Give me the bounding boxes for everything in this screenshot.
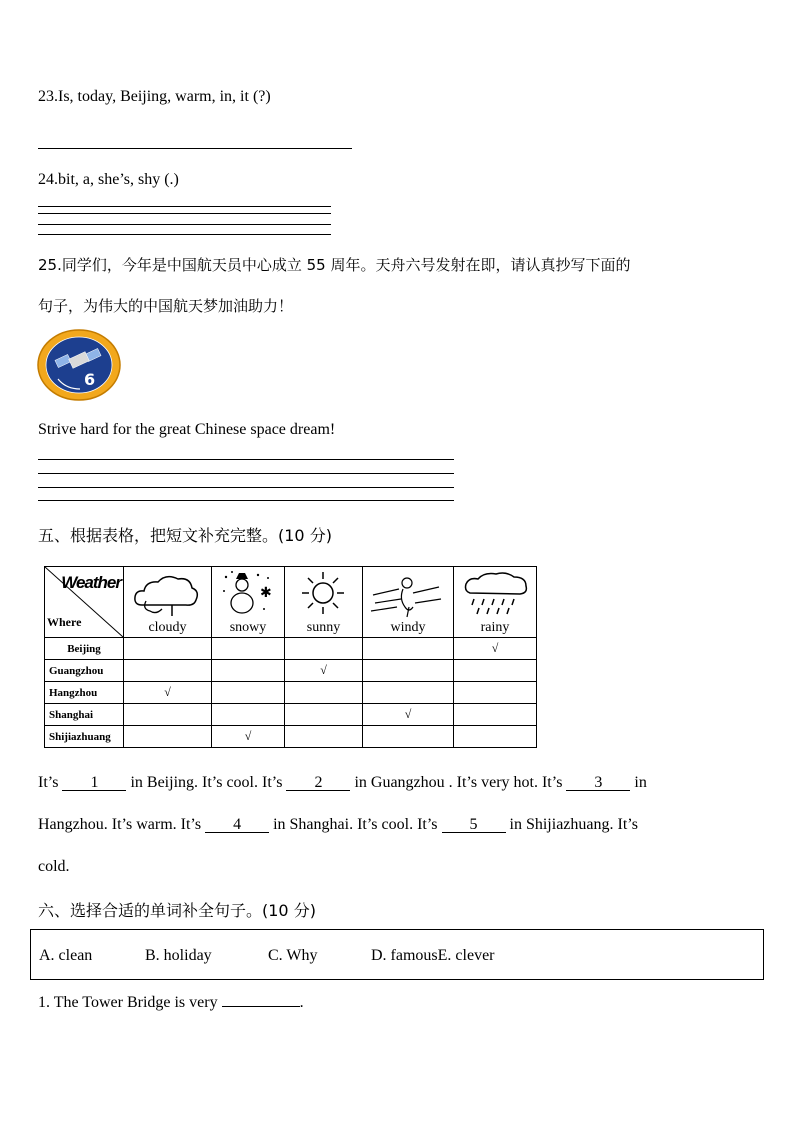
cell-hangzhou-windy — [363, 682, 454, 704]
sun-icon — [291, 569, 355, 617]
cloud-tree-icon — [130, 569, 200, 617]
passage-line-3: cold. — [38, 858, 70, 875]
passage-line-1 — [38, 774, 647, 792]
cell-shijiazhuang-cloudy — [124, 726, 212, 748]
cell-shanghai-rainy — [454, 704, 537, 726]
cell-shanghai-cloudy — [124, 704, 212, 726]
row-city-shijiazhuang: Shijiazhuang — [45, 726, 124, 748]
cell-guangzhou-cloudy — [124, 660, 212, 682]
cell-guangzhou-windy — [363, 660, 454, 682]
cell-hangzhou-snowy — [212, 682, 285, 704]
answer-line-23 — [38, 148, 352, 149]
answer-line-24-1 — [38, 206, 331, 207]
corner-weather-label: Weather — [61, 573, 121, 592]
copy-line-3 — [38, 487, 454, 488]
header-sunny — [285, 567, 363, 638]
cell-beijing-snowy — [212, 638, 285, 660]
row-city-shanghai: Shanghai — [45, 704, 124, 726]
cell-beijing-cloudy — [124, 638, 212, 660]
question-24: 24.bit, a, she’s, shy (.) — [38, 171, 179, 188]
passage-text: in — [630, 774, 647, 791]
option-a: A. clean — [39, 947, 93, 964]
cell-shijiazhuang-sunny — [285, 726, 363, 748]
row-city-beijing: Beijing — [45, 638, 124, 660]
weather-label-snowy: snowy — [229, 620, 267, 635]
passage-text: in Guangzhou . It’s very hot. It’s — [350, 774, 567, 791]
cell-guangzhou-sunny: √ — [285, 660, 363, 682]
cell-shijiazhuang-rainy — [454, 726, 537, 748]
row-city-guangzhou: Guangzhou — [45, 660, 124, 682]
blank-3[interactable]: 3 — [566, 775, 630, 791]
section-6-question-1 — [38, 994, 304, 1012]
copy-line-1 — [38, 459, 454, 460]
weather-label-windy: windy — [390, 620, 426, 635]
cell-hangzhou-sunny — [285, 682, 363, 704]
cell-beijing-sunny — [285, 638, 363, 660]
cell-hangzhou-cloudy: √ — [124, 682, 212, 704]
copy-line-2 — [38, 473, 454, 474]
passage-text: in Beijing. It’s cool. It’s — [126, 774, 287, 791]
passage-text: in Shijiazhuang. It’s — [505, 816, 638, 833]
cell-beijing-rainy: √ — [454, 638, 537, 660]
weather-label-cloudy: cloudy — [148, 620, 187, 635]
cell-shijiazhuang-snowy: √ — [212, 726, 285, 748]
header-rainy — [454, 567, 537, 638]
snowman-icon — [218, 569, 278, 619]
cell-shanghai-sunny — [285, 704, 363, 726]
copy-line-4 — [38, 500, 454, 501]
option-b: B. holiday — [145, 947, 212, 964]
row-city-hangzhou: Hangzhou — [45, 682, 124, 704]
cell-beijing-windy — [363, 638, 454, 660]
weather-label-rainy: rainy — [480, 620, 510, 635]
question-23: 23.Is, today, Beijing, warm, in, it (?) — [38, 88, 271, 105]
question-25-line1: 25.同学们，今年是中国航天员中心成立 55 周年。天舟六号发射在即，请认真抄写下面的 — [38, 256, 631, 274]
answer-line-24-4 — [38, 234, 331, 235]
question-1-blank[interactable] — [222, 1006, 300, 1007]
passage-line-2 — [38, 816, 638, 834]
answer-line-24-2 — [38, 213, 331, 214]
rain-cloud-icon — [460, 569, 530, 617]
option-c: C. Why — [268, 947, 318, 964]
weather-label-sunny: sunny — [306, 620, 341, 635]
passage-text: Hangzhou. It’s warm. It’s — [38, 816, 206, 833]
blank-2[interactable]: 2 — [286, 775, 350, 791]
table-corner-cell — [45, 567, 124, 638]
word-options-box — [30, 929, 764, 980]
corner-where-label: Where — [47, 615, 82, 629]
cell-hangzhou-rainy — [454, 682, 537, 704]
cell-shanghai-snowy — [212, 704, 285, 726]
mission-patch-logo — [36, 329, 122, 401]
cell-shijiazhuang-windy — [363, 726, 454, 748]
cell-guangzhou-snowy — [212, 660, 285, 682]
cell-guangzhou-rainy — [454, 660, 537, 682]
answer-line-24-3 — [38, 224, 331, 225]
blank-4[interactable]: 4 — [205, 817, 269, 833]
copy-sentence: Strive hard for the great Chinese space dream! — [38, 421, 336, 438]
question-1-text: 1. The Tower Bridge is very — [38, 994, 222, 1011]
wind-icon — [369, 573, 445, 621]
svg-text:6: 6 — [84, 370, 96, 389]
question-1-end: . — [299, 994, 304, 1011]
section-6-title: 六、选择合适的单词补全句子。(10 分) — [38, 901, 316, 920]
question-25-line2: 句子，为伟大的中国航天梦加油助力！ — [38, 297, 294, 315]
section-5-title: 五、根据表格，把短文补充完整。(10 分) — [38, 526, 332, 545]
header-windy — [363, 567, 454, 638]
option-d: D. famousE. clever — [371, 947, 495, 964]
weather-table — [44, 566, 537, 748]
passage-text: It’s — [38, 774, 63, 791]
blank-5[interactable]: 5 — [442, 817, 506, 833]
header-cloudy — [124, 567, 212, 638]
blank-1[interactable]: 1 — [62, 775, 126, 791]
cell-shanghai-windy: √ — [363, 704, 454, 726]
svg-text:✱: ✱ — [260, 585, 272, 601]
header-snowy — [212, 567, 285, 638]
passage-text: in Shanghai. It’s cool. It’s — [269, 816, 442, 833]
